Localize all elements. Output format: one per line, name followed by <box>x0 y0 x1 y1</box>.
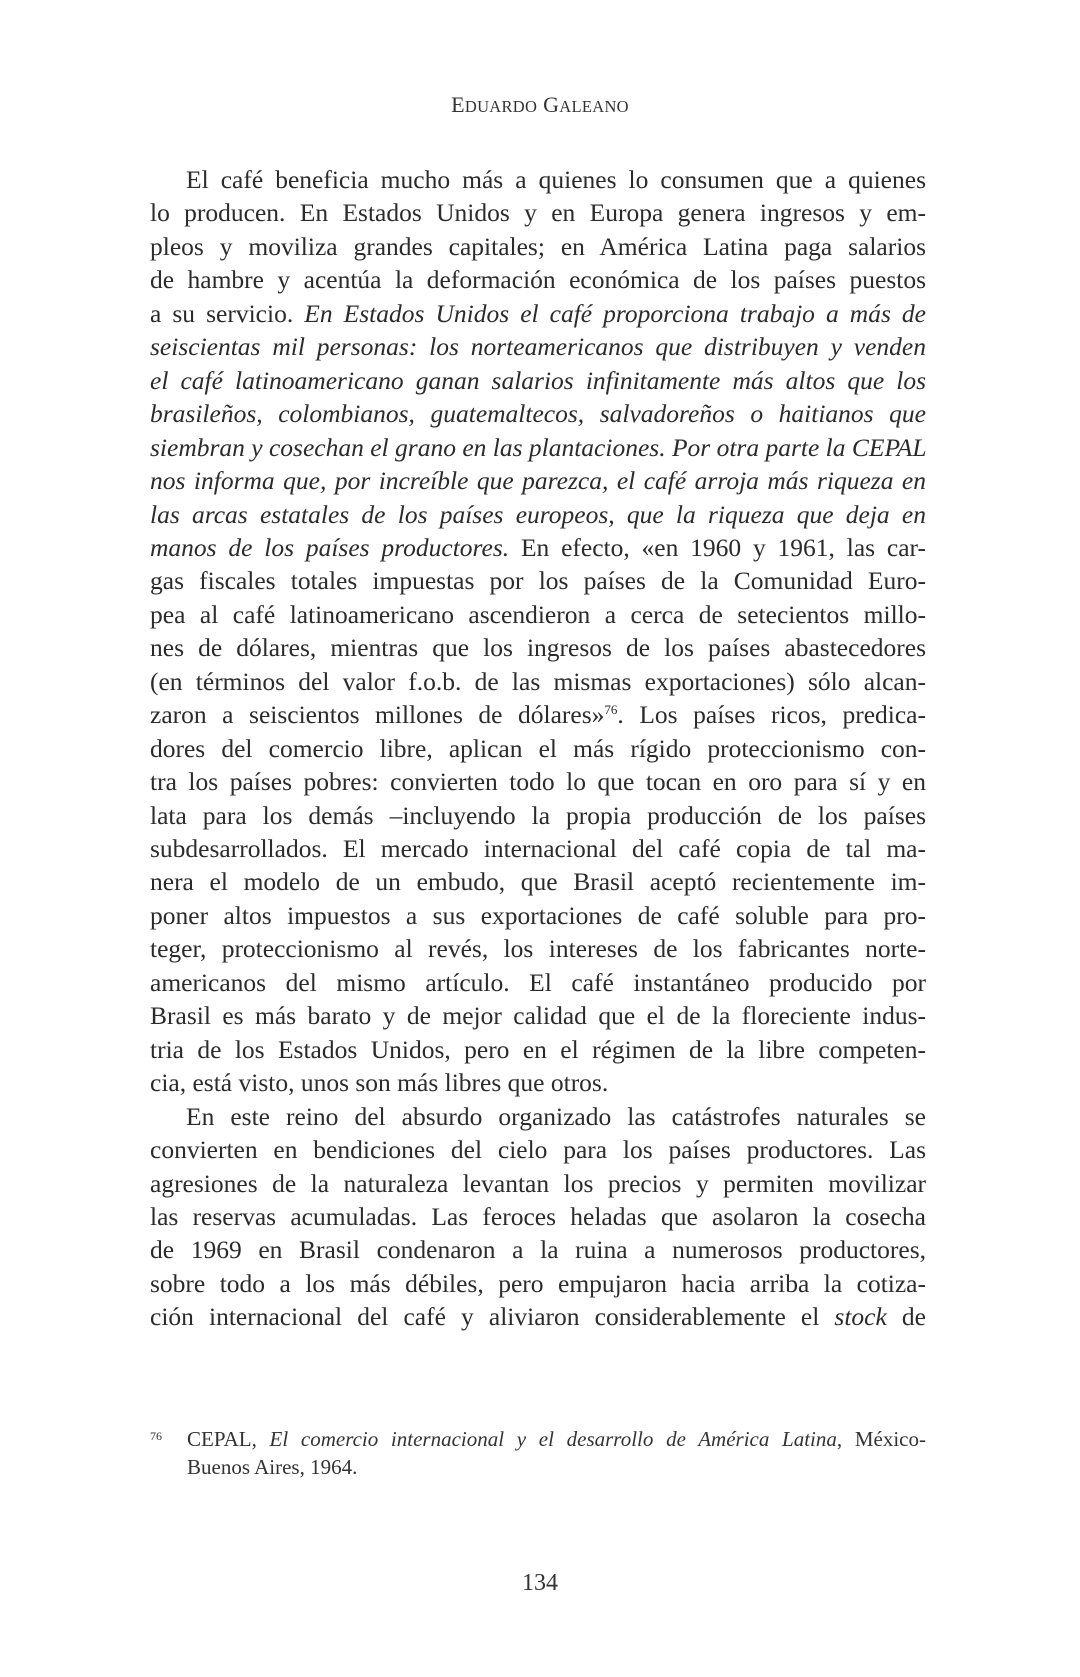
text-segment: stock <box>834 1302 887 1332</box>
text-segment: tria de los Estados Unidos, pero en el régimen de la libre competen- <box>150 1034 926 1064</box>
text-segment: En este reino del absurdo organizado las catástrofes naturales se <box>186 1101 926 1131</box>
text-segment: El café beneficia mucho más a quienes lo consumen que a quienes <box>186 165 926 194</box>
text-line <box>150 799 926 832</box>
text-segment: nos informa que, por increíble que parezca, el café arroja más riqueza en <box>150 466 926 496</box>
text-segment: convierten en bendiciones del cielo para los países productores. Las <box>150 1135 926 1165</box>
text-segment: nes de dólares, mientras que los ingresos de los países abastecedores <box>150 633 926 663</box>
text-segment: nera el modelo de un embudo, que Brasil aceptó recientemente im- <box>150 867 926 897</box>
text-segment: En Estados Unidos el café proporciona trabajo a más de <box>304 298 926 328</box>
text-line <box>150 1200 926 1233</box>
text-segment: teger, proteccionismo al revés, los intereses de los fabricantes norte- <box>150 934 926 964</box>
text-line <box>150 932 926 965</box>
text-segment: las reservas acumuladas. Las feroces heladas que asolaron la cosecha <box>150 1201 926 1231</box>
text-segment: lata para los demás –incluyendo la propia producción de los países <box>150 800 926 830</box>
text-line <box>150 698 926 731</box>
text-segment: gas fiscales totales impuestas por los países de la Comunidad Euro- <box>150 566 926 596</box>
text-line <box>150 1233 926 1266</box>
running-header <box>0 92 1080 118</box>
text-line <box>150 531 926 564</box>
text-segment: las arcas estatales de los países europeos, que la riqueza que deja en <box>150 499 926 529</box>
text-segment: a su servicio. <box>150 298 305 328</box>
text-segment: agresiones de la naturaleza levantan los precios y permiten movilizar <box>150 1168 926 1198</box>
text-line <box>150 330 926 363</box>
text-line <box>150 431 926 464</box>
header-author-first-rest: DUARDO <box>464 97 538 116</box>
text-segment: cia, está visto, unos son más libres que otros. <box>150 1068 609 1098</box>
text-line <box>150 732 926 765</box>
footnote-line <box>187 1425 926 1453</box>
text-segment: manos de los países productores. <box>150 532 510 562</box>
text-segment: poner altos impuestos a sus exportaciones de café soluble para pro- <box>150 900 926 930</box>
footnote-line: Buenos Aires, 1964. <box>187 1455 358 1479</box>
text-line <box>150 966 926 999</box>
page-number: 134 <box>522 1570 558 1596</box>
text-line <box>150 1167 926 1200</box>
text-line <box>150 1033 926 1066</box>
text-line <box>186 1100 926 1133</box>
text-segment: seiscientas mil personas: los norteamericanos que distribuyen y venden <box>150 332 926 362</box>
text-line <box>150 196 926 229</box>
header-author-last-rest: ALEANO <box>559 97 629 116</box>
text-segment: pleos y moviliza grandes capitales; en América Latina paga salarios <box>150 231 926 261</box>
text-line <box>150 464 926 497</box>
text-segment: americanos del mismo artículo. El café instantáneo producido por <box>150 967 926 997</box>
text-segment: el café latinoamericano ganan salarios infinitamente más altos que los <box>150 365 926 395</box>
text-segment: En efecto, «en 1960 y 1961, las car- <box>509 532 926 562</box>
text-line <box>150 230 926 263</box>
text-segment: de 1969 en Brasil condenaron a la ruina a numerosos productores, <box>150 1235 926 1265</box>
text-segment: (en términos del valor f.o.b. de las mismas exportaciones) sólo alcan- <box>150 666 926 696</box>
text-segment: siembran y cosechan el grano en las plantaciones. Por otra parte la CEPAL <box>150 432 927 462</box>
footnote-reference: 76 <box>604 702 618 718</box>
text-segment: pea al café latinoamericano ascendieron a cerca de setecientos millo- <box>150 599 926 629</box>
text-segment: ción internacional del café y aliviaron considerablemente el <box>150 1302 835 1332</box>
text-line <box>150 631 926 664</box>
header-author-first-initial: E <box>451 92 465 117</box>
text-segment: tra los países pobres: convierten todo lo que tocan en oro para sí y en <box>150 767 926 797</box>
text-line <box>150 397 926 430</box>
text-line <box>150 498 926 531</box>
text-line <box>150 297 926 330</box>
text-line <box>150 1267 926 1300</box>
text-line <box>150 665 926 698</box>
text-segment: dores del comercio libre, aplican el más rígido proteccionismo con- <box>150 733 926 763</box>
text-segment: . Los países ricos, predica- <box>617 700 926 730</box>
text-line <box>150 364 926 397</box>
footnote-number: 76 <box>150 1429 162 1443</box>
text-line <box>150 1300 926 1333</box>
text-segment: de <box>886 1302 926 1332</box>
text-line <box>150 999 926 1032</box>
text-line <box>150 1066 926 1099</box>
text-segment: brasileños, colombianos, guatemaltecos, salvadoreños o haitianos que <box>150 399 926 429</box>
text-line <box>150 832 926 865</box>
text-segment: lo producen. En Estados Unidos y en Europa genera ingresos y em- <box>150 198 926 228</box>
text-line <box>150 598 926 631</box>
text-line <box>186 163 926 196</box>
footnote-source: CEPAL, <box>187 1427 270 1451</box>
text-segment: sobre todo a los más débiles, pero empujaron hacia arriba la cotiza- <box>150 1268 926 1298</box>
text-line <box>150 1133 926 1166</box>
text-segment: subdesarrollados. El mercado internacional del café copia de tal ma- <box>150 834 926 863</box>
text-segment: de hambre y acentúa la deformación económica de los países puestos <box>150 265 926 295</box>
text-line <box>150 765 926 798</box>
text-line <box>150 899 926 932</box>
footnote-title: El comercio internacional y el desarrollo de América Latina <box>269 1427 837 1451</box>
text-segment: Brasil es más barato y de mejor calidad que el de la floreciente indus- <box>150 1001 926 1031</box>
footnote-place: , México- <box>836 1427 926 1451</box>
text-line <box>150 564 926 597</box>
header-author-last-initial: G <box>543 92 560 117</box>
text-line <box>150 865 926 898</box>
text-segment: zaron a seiscientos millones de dólares» <box>150 700 605 730</box>
text-line <box>150 263 926 296</box>
